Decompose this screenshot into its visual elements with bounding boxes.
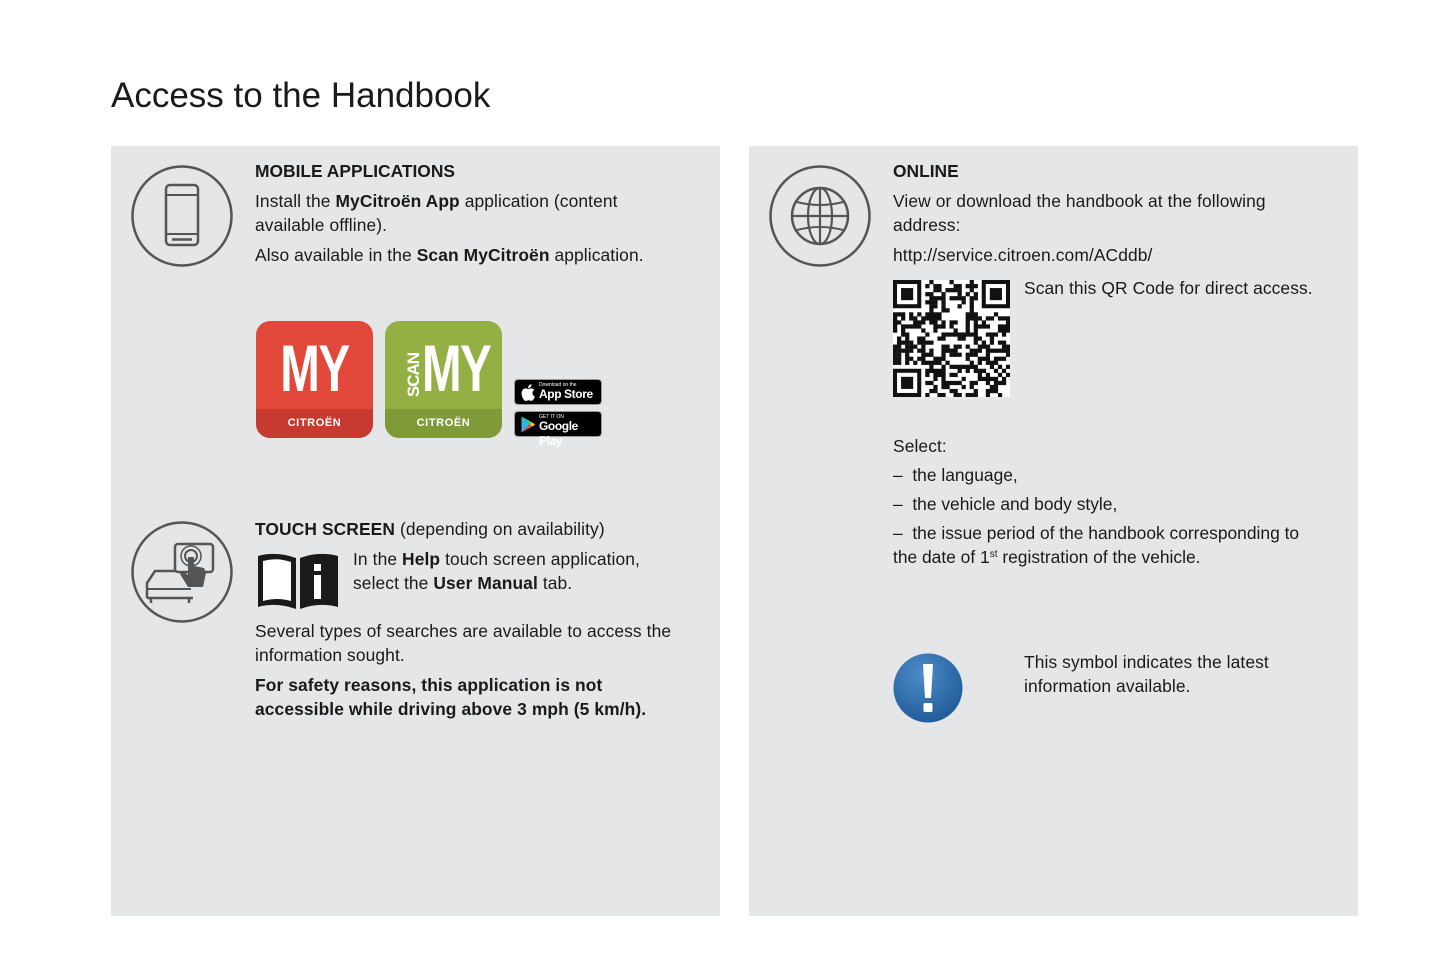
app-tile-text: MY	[422, 331, 491, 405]
mycitroen-app-tile[interactable]	[256, 321, 373, 438]
online-line-1: View or download the handbook at the following	[893, 191, 1266, 211]
select-label: Select:	[893, 436, 947, 456]
qr-code[interactable]	[893, 280, 1010, 397]
touch-line-2: select the User Manual tab.	[353, 573, 573, 593]
app-tile-text: MY	[280, 331, 349, 405]
online-line-2: address:	[893, 215, 961, 235]
list-item: – the language,	[893, 465, 1018, 485]
exclamation-icon	[892, 652, 964, 724]
mobile-line-3: Also available in the Scan MyCitroën application.	[255, 245, 644, 265]
touch-line-1: In the Help touch screen application,	[353, 549, 640, 569]
handbook-url-link[interactable]: http://service.citroen.com/ACddb/	[893, 245, 1153, 265]
info-line-1: This symbol indicates the latest	[1024, 652, 1269, 672]
google-play-icon	[521, 416, 536, 433]
app-store-badge[interactable]	[514, 379, 602, 405]
mobile-heading: MOBILE APPLICATIONS	[255, 161, 455, 181]
google-play-small: GET IT ON	[539, 414, 564, 420]
list-item: – the vehicle and body style,	[893, 494, 1118, 514]
registration-line: the date of 1st registration of the vehicle.	[893, 547, 1201, 567]
google-play-main: Google Play	[539, 419, 578, 448]
smartphone-icon	[131, 165, 233, 267]
info-line-2: information available.	[1024, 676, 1191, 696]
qr-caption: Scan this QR Code for direct access.	[1024, 278, 1313, 298]
search-line-2: information sought.	[255, 645, 405, 665]
safety-line-1: For safety reasons, this application is not	[255, 675, 603, 695]
page-title: Access to the Handbook	[111, 76, 491, 115]
app-tile-brand: CITROËN	[385, 409, 502, 438]
google-play-badge[interactable]	[514, 411, 602, 448]
app-store-small: Download on the	[539, 382, 577, 388]
scan-label: SCAN	[404, 352, 423, 398]
touch-heading: TOUCH SCREEN (depending on availability)	[255, 519, 605, 539]
safety-line-2: accessible while driving above 3 mph (5 km/h).	[255, 699, 647, 719]
mobile-line-2: available offline).	[255, 215, 388, 235]
scan-mycitroen-app-tile[interactable]	[385, 321, 502, 438]
list-item: – the issue period of the handbook corresponding to	[893, 523, 1300, 543]
manual-info-icon	[256, 551, 340, 611]
search-line-1: Several types of searches are available to access the	[255, 621, 672, 641]
mobile-line-1: Install the MyCitroën App application (content	[255, 191, 618, 211]
app-store-main: App Store	[539, 387, 593, 401]
touchscreen-car-icon	[131, 521, 233, 623]
apple-icon	[521, 384, 535, 401]
globe-icon	[769, 165, 871, 267]
app-tile-brand: CITROËN	[256, 409, 373, 438]
online-heading: ONLINE	[893, 161, 959, 181]
